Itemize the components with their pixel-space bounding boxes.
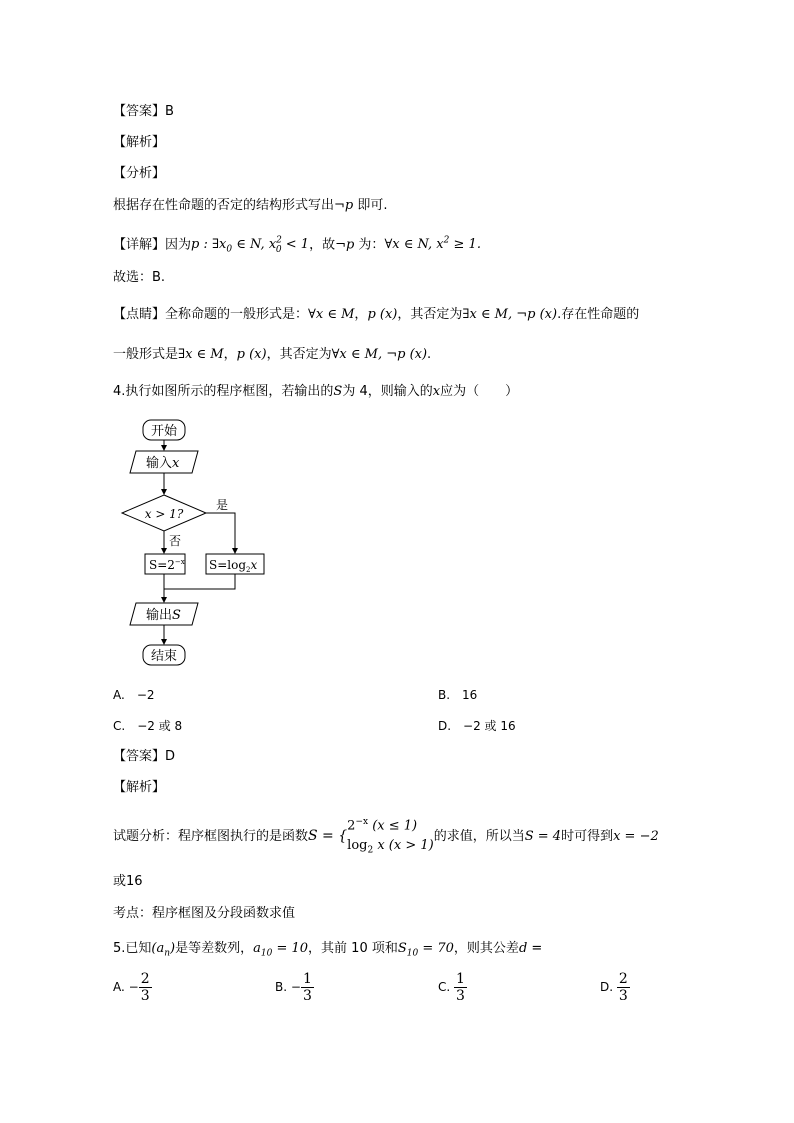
p-expr: p : $\exists x_0$ ∈ N, $x^2_0 < 1$ — [191, 236, 310, 255]
remark-line-1: 【点睛】全称命题的一般形式是：∀x ∈ M，p (x)，其否定为∃x ∈ M, ¬p (x).存在性命题的 — [113, 307, 640, 322]
answer-line-1 — [113, 103, 174, 121]
detail-line — [113, 232, 481, 259]
analysis-label-2: 【解析】 — [113, 780, 166, 795]
flow-input-text: 输入x — [146, 456, 180, 471]
choose-line: 故选：B. — [113, 270, 166, 285]
fenxi-text — [113, 197, 388, 215]
detail-a: 因为 — [165, 237, 192, 253]
flow-output-text: 输出S — [146, 608, 181, 623]
q4-option-c: C. −2 或 8 — [113, 719, 183, 733]
q5-option-c: C. $\frac{1}{3}$ — [438, 971, 465, 1004]
flow-right-text: $S=\log_2x$ — [209, 558, 258, 574]
q5-option-b: B. − $\frac{1}{3}$ — [275, 971, 312, 1004]
kaodian-line: 考点：程序框图及分段函数求值 — [113, 906, 296, 921]
answer2-label: 【答案】 — [113, 749, 166, 764]
remark-line-2: 一般形式是∃x ∈ M，p (x)，其否定为∀x ∈ M, ¬p (x). — [113, 347, 432, 362]
detail-negp: ¬p — [335, 237, 355, 253]
question-5: 5.已知$(a_n)$是等差数列，$a_{10} = 10$，其前 10 项和$S_{10} = 70$，则其公差d = — [113, 941, 543, 959]
flow-start-text: 开始 — [150, 424, 178, 439]
answer-label: 【答案】 — [113, 104, 166, 119]
fenxi-text-b: 即可. — [353, 198, 388, 213]
piecewise: $2^{-x}$ (x ≤ 1) $\log_2 x$ (x > 1) — [347, 817, 434, 856]
forall-expr: ∀x ∈ N, $x^2 \ge 1$. — [384, 236, 481, 253]
question-4: 4.执行如图所示的程序框图，若输出的S为 4，则输入的x应为（ ） — [113, 384, 519, 399]
fenxi-label: 【分析】 — [113, 166, 166, 181]
answer-line-2 — [113, 748, 175, 766]
remark-label: 【点睛】 — [113, 307, 166, 322]
flowchart — [118, 415, 278, 671]
flow-no-label: 否 — [169, 534, 182, 548]
solution-line: 试题分析：程序框图执行的是函数S = { $2^{-x}$ (x ≤ 1) $\log_2 x$ (x > 1) 的求值，所以当S = 4时可得到x = −2 — [113, 812, 659, 856]
answer2-value: D — [165, 749, 176, 764]
detail-b: ，故 — [309, 237, 336, 253]
answer-value: B — [165, 104, 174, 119]
analysis-label-1: 【解析】 — [113, 135, 166, 150]
solution-line-2: 或16 — [113, 874, 143, 889]
q4-option-a: A. −2 — [113, 688, 155, 702]
fenxi-text-a: 根据存在性命题的否定的结构形式写出 — [113, 198, 335, 213]
flow-end-text: 结束 — [150, 649, 178, 664]
flow-left-text: $S=2^{-x}$ — [149, 558, 185, 572]
detail-c: 为： — [354, 237, 385, 253]
neg-p: ¬p — [334, 198, 354, 213]
q5-option-a: A. − $\frac{2}{3}$ — [113, 971, 150, 1004]
detail-label: 【详解】 — [113, 237, 166, 253]
flow-yes-label: 是 — [216, 498, 229, 512]
flow-cond-text: x > 1? — [144, 507, 184, 521]
q4-option-b: B. 16 — [438, 688, 478, 702]
q5-option-d: D. $\frac{2}{3}$ — [600, 971, 628, 1004]
q4-option-d: D. −2 或 16 — [438, 719, 516, 733]
